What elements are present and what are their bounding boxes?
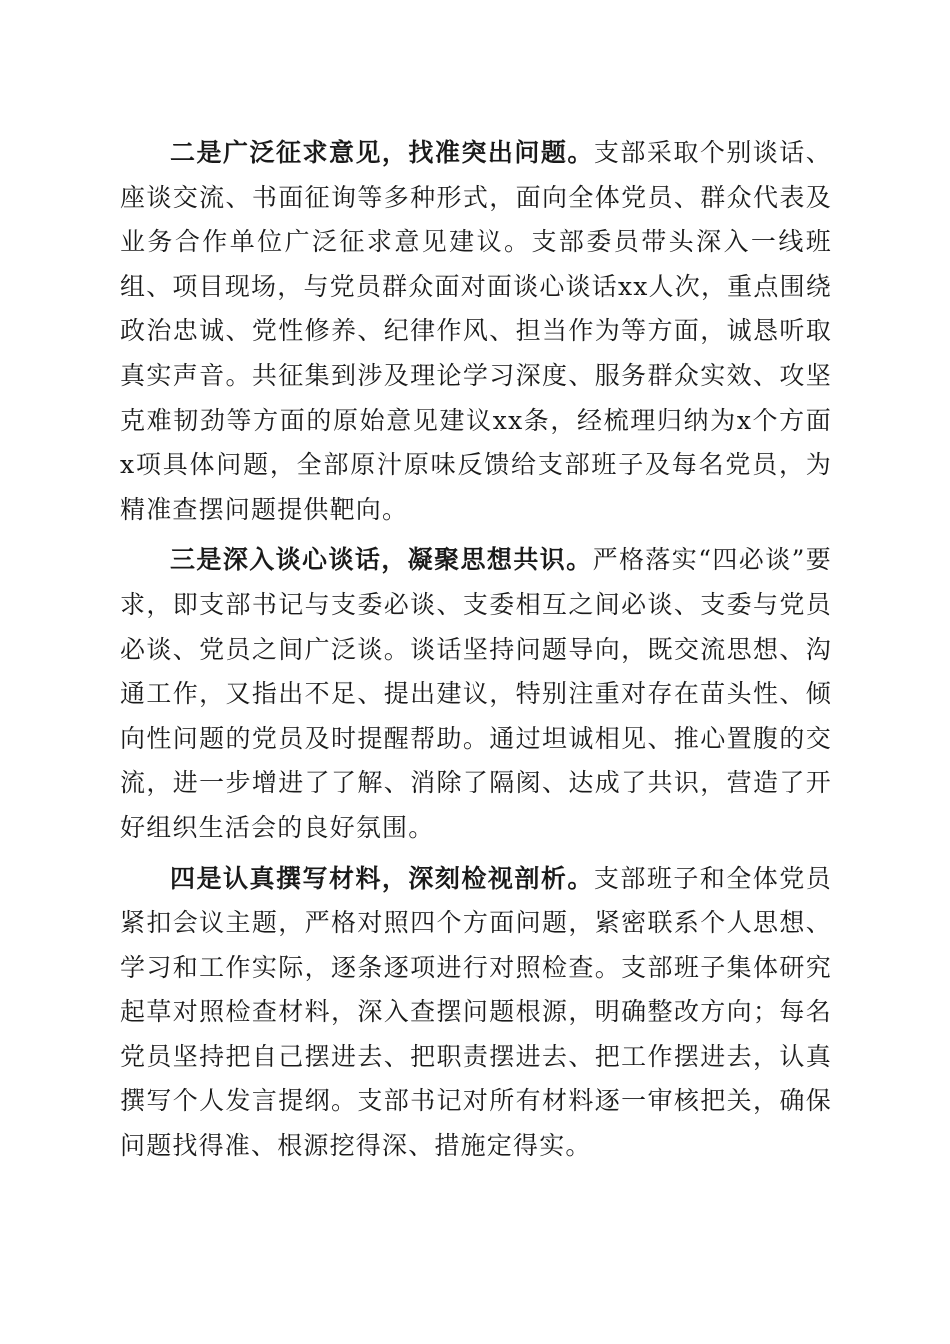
paragraph-3 [120,538,832,850]
paragraph-2-body: 支部采取个别谈话、座谈交流、书面征询等多种形式，面向全体党员、群众代表及业务合作单位广泛征求意见建议。支部委员带头深入一线班组、项目现场，与党员群众面对面谈心谈话xx人次，重点围绕政治忠诚、党性修养、纪律作风、担当作为等方面，诚恳听取真实声音。共征集到涉及理论学习深度、服务群众实效、攻坚克难韧劲等方面的原始意见建议xx条，经梳理归纳为x个方面x项具体问题，全部原汁原味反馈给支部班子及每名党员，为精准查摆问题提供靶向。 [120,138,832,524]
paragraph-2-lead: 二是广泛征求意见，找准突出问题。 [170,138,594,167]
paragraph-4-body: 支部班子和全体党员紧扣会议主题，严格对照四个方面问题，紧密联系个人思想、学习和工作实际，逐条逐项进行对照检查。支部班子集体研究起草对照检查材料，深入查摆问题根源，明确整改方向；每名党员坚持把自己摆进去、把职责摆进去、把工作摆进去，认真撰写个人发言提纲。支部书记对所有材料逐一审核把关，确保问题找得准、根源挖得深、措施定得实。 [120,863,832,1161]
paragraph-2 [120,131,832,532]
paragraph-3-body: 严格落实“四必谈”要求，即支部书记与支委必谈、支委相互之间必谈、支委与党员必谈、党员之间广泛谈。谈话坚持问题导向，既交流思想、沟通工作，又指出不足、提出建议，特别注重对存在苗头性、倾向性问题的党员及时提醒帮助。通过坦诚相见、推心置腹的交流，进一步增进了了解、消除了隔阂、达成了共识，营造了开好组织生活会的良好氛围。 [120,545,833,842]
paragraph-4-lead: 四是认真撰写材料，深刻检视剖析。 [170,863,594,893]
paragraph-3-lead: 三是深入谈心谈话，凝聚思想共识。 [170,545,593,575]
paragraph-4 [120,857,832,1169]
document-body [120,131,832,1169]
